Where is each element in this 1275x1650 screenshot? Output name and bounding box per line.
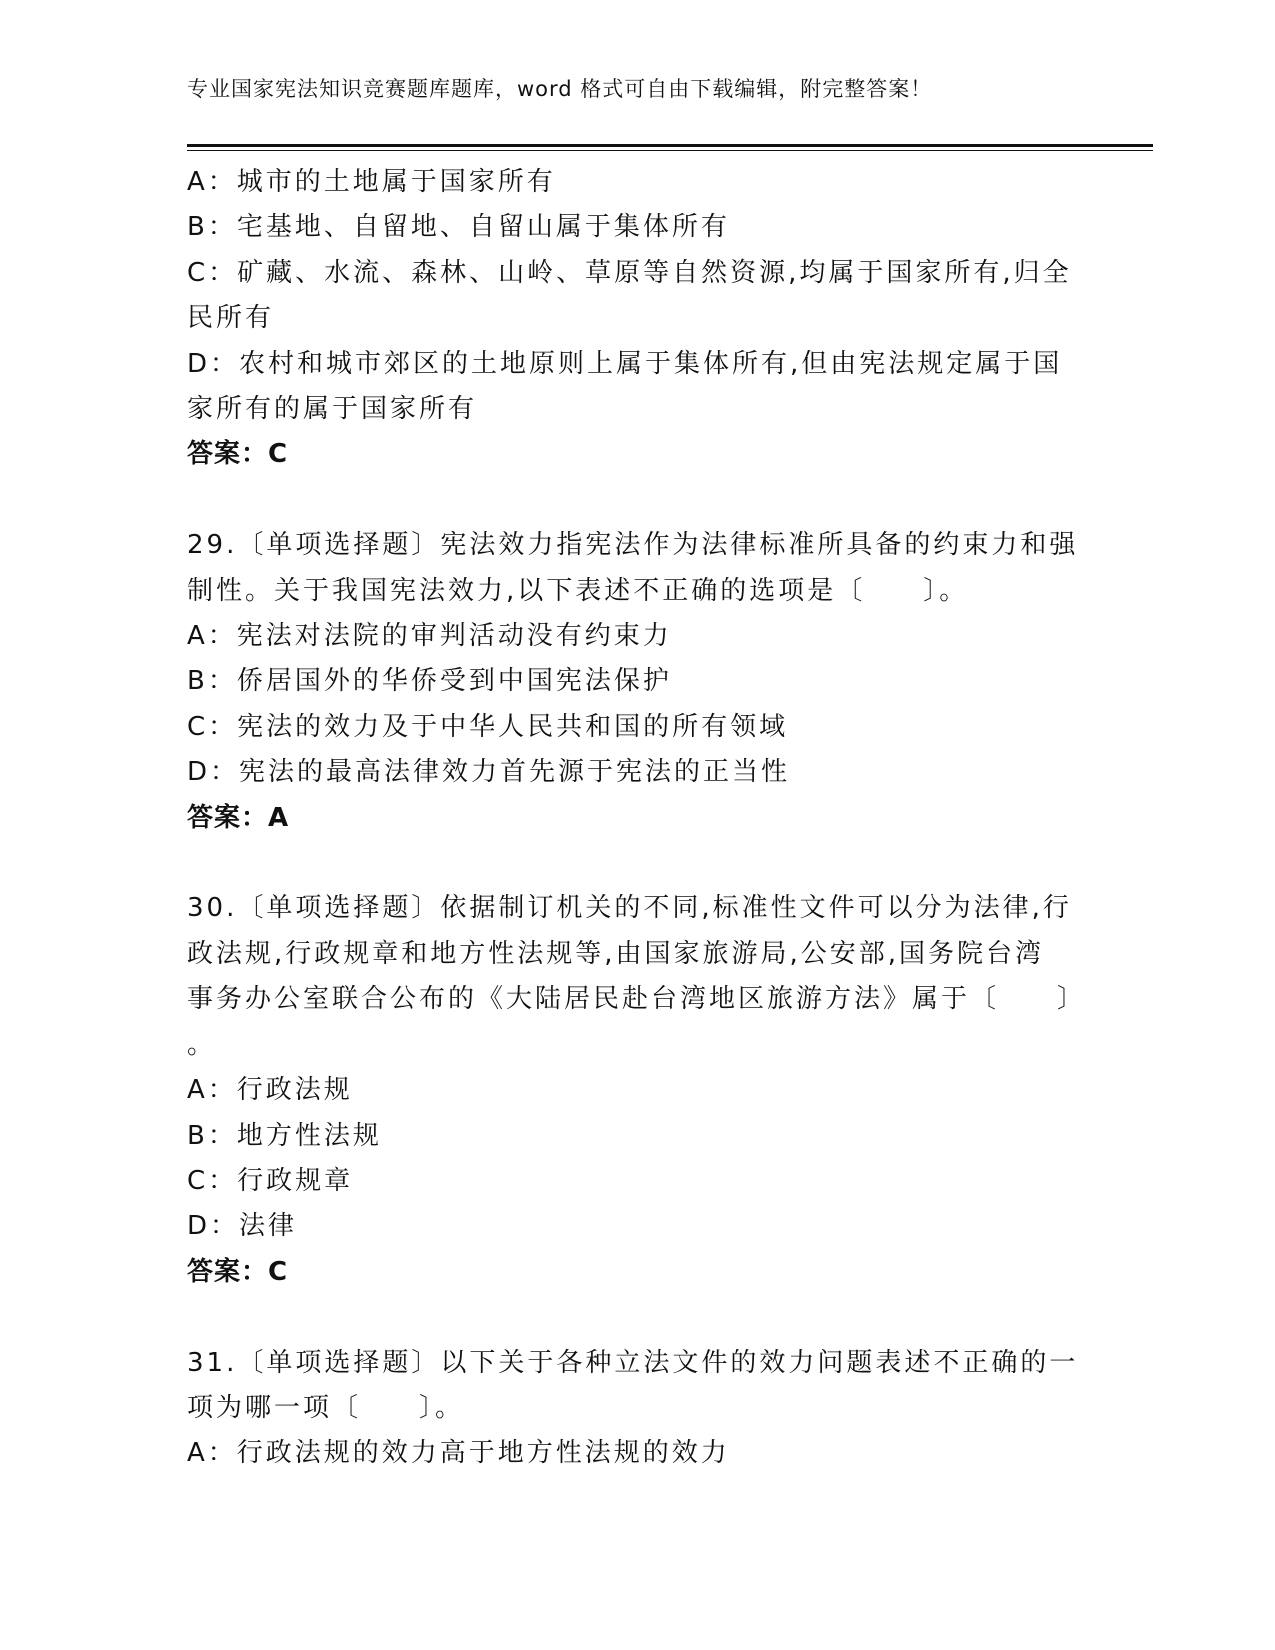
document-body	[187, 160, 1087, 1477]
header-divider	[187, 144, 1153, 151]
q28-option-d-line2: 家所有的属于国家所有	[187, 394, 478, 425]
q28-answer: 答案：C	[187, 439, 289, 470]
q31-stem-line1: 31.〔单项选择题〕以下关于各种立法文件的效力问题表述不正确的一	[187, 1347, 1079, 1378]
page-header: 专业国家宪法知识竞赛题库题库，word 格式可自由下载编辑，附完整答案！	[187, 77, 933, 101]
q30-option-b: B：地方性法规	[187, 1120, 382, 1151]
q29-stem-line1: 29.〔单项选择题〕宪法效力指宪法作为法律标准所具备的约束力和强	[187, 530, 1079, 561]
q30-stem-line4: 。	[187, 1029, 217, 1060]
q30-option-c: C：行政规章	[187, 1165, 354, 1196]
q28-option-c-line1: C：矿藏、水流、森林、山岭、草原等自然资源,均属于国家所有,归全	[187, 257, 1072, 288]
q29-stem-line2: 制性。关于我国宪法效力,以下表述不正确的选项是〔 〕。	[187, 575, 969, 606]
q29-option-a: A：宪法对法院的审判活动没有约束力	[187, 621, 672, 652]
spacer	[187, 478, 1077, 523]
q29-answer: 答案：A	[187, 802, 290, 833]
question-30-block	[187, 886, 1087, 1295]
q30-stem-line3: 事务办公室联合公布的《大陆居民赴台湾地区旅游方法》属于〔 〕	[187, 984, 1087, 1015]
q28-option-b: B：宅基地、自留地、自留山属于集体所有	[187, 212, 730, 243]
q29-option-c: C：宪法的效力及于中华人民共和国的所有领域	[187, 711, 789, 742]
spacer	[187, 1295, 1077, 1340]
q28-option-c-line2: 民所有	[187, 303, 275, 334]
q30-option-a: A：行政法规	[187, 1075, 353, 1106]
q30-answer: 答案：C	[187, 1256, 289, 1287]
question-29-block	[187, 523, 1077, 841]
spacer	[187, 841, 1077, 886]
q28-option-d-line1: D：农村和城市郊区的土地原则上属于集体所有,但由宪法规定属于国	[187, 348, 1063, 379]
q31-option-a: A：行政法规的效力高于地方性法规的效力	[187, 1438, 730, 1469]
q28-option-a: A：城市的土地属于国家所有	[187, 167, 556, 197]
q30-stem-line2: 政法规,行政规章和地方性法规等,由国家旅游局,公安部,国务院台湾	[187, 938, 1045, 969]
q31-stem-line2: 项为哪一项〔 〕。	[187, 1392, 465, 1423]
q30-option-d: D：法律	[187, 1211, 298, 1242]
q29-option-d: D：宪法的最高法律效力首先源于宪法的正当性	[187, 757, 791, 788]
q30-stem-line1: 30.〔单项选择题〕依据制订机关的不同,标准性文件可以分为法律,行	[187, 893, 1072, 924]
q29-option-b: B：侨居国外的华侨受到中国宪法保护	[187, 666, 672, 697]
question-31-block	[187, 1341, 1077, 1477]
question-28-block	[187, 160, 1077, 478]
